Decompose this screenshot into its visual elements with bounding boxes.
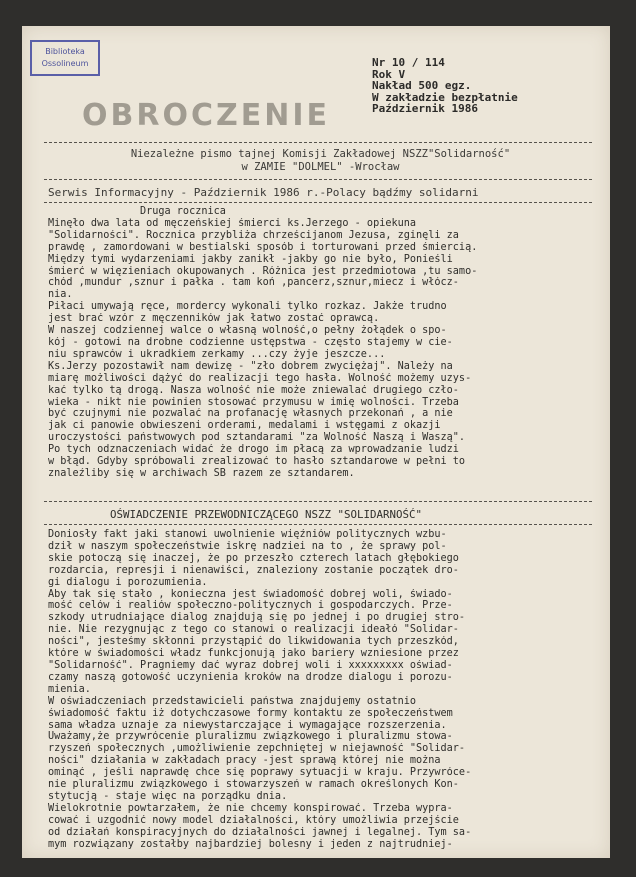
text-line: Ks.Jerzy pozostawił nam dewizę - "zło dobrem zwyciężaj". Należy na [48,360,453,372]
text-line: rzyszeń społecznych ,umożliwienie zepchniętej w niejawność "Solidar- [48,743,466,755]
text-line: dził w naszym społeczeństwie iskrę nadziei na to , że sprawy pol- [48,540,447,552]
divider-rule [44,202,592,203]
text-line: w błąd. Gdyby spróbowali zrealizować to hasło sztandarowe w pełni to [48,456,466,468]
publisher-line [48,148,593,174]
text-line: być czujnymi nie pozwalać na profanację własnych przekonań , a nie [48,408,453,420]
text-line: Aby tak się stało , konieczna jest świadomość dobrej woli, świado- [48,588,453,600]
text-line: wieka - nikt nie powinien stosować przymusu w imię wolności. Trzeba [48,396,459,408]
library-stamp [30,40,100,76]
text-line: mym rozwiązany zostałby najbardziej bolesny i jeden z najtrudniej- [48,838,453,850]
text-line: gi dialogu i porozumienia. [48,576,208,588]
text-line: Doniosły fakt jaki stanowi uwolnienie więźniów politycznych wzbu- [48,529,447,540]
divider-rule [44,501,592,502]
text-line: świadomość faktu iż dotychczasowe formy kontaktu ze społeczeństwem [48,707,453,719]
text-line: prawdę , zamordowani w bestialski sposób i torturowani przed śmiercią. [48,241,478,253]
print-run: Nakład 500 egz. [372,79,472,93]
publisher-line-2: w ZAMIE "DOLMEL" -Wrocław [241,161,400,173]
text-line: "Solidarności". Rocznica przybliża chrześcijanom Jezusa, zginęli za [48,229,459,241]
text-line: ominąć , jeśli naprawdę chce się poprawy sytuacji w kraju. Przywróce- [48,767,472,779]
text-line: szkody utrudniające dialog znajdują się po jednej i po drugiej stro- [48,612,466,624]
text-line: czamy naszą gotowość uczynienia kroków na drodze dialogu i porozu- [48,671,453,683]
stamp-line-1: Biblioteka [45,47,85,56]
stamp-line-2: Ossolineum [41,59,89,68]
masthead-title: OBROCZENIE [82,98,330,133]
text-line: kój - gotowi na drobne codzienne ustępstwa - często stajemy w cie- [48,336,453,348]
issue-number: Nr 10 / 114 [372,56,445,69]
text-line: chód ,mundur ,sznur i pałka . tam koń ,pancerz,sznur,miecz i włócz- [48,277,459,289]
publisher-line-1: Niezależne pismo tajnej Komisji Zakładowej NSZZ"Solidarność" [130,148,511,160]
text-line: nie. Nie rezygnując z tego co stanowi o realizacji ideałó "Solidar- [48,624,459,636]
text-line: które w świadomości władz funkcjonują jako bariery wzniesione przez [48,648,459,660]
text-line: jest brać wzór z męczenników jak łatwo zostać oprawcą. [48,313,380,325]
text-line: znaleźliby się w archiwach SB razem ze sztandarem. [48,467,355,479]
text-line: sama władza uznaje za niewystarczające i wymagające rozszerzenia. [48,719,447,731]
issue-date: Październik 1986 [372,102,478,116]
text-line: śmierć w więzieniach okupowanych . Różnica jest przedmiotowa ,tu samo- [48,265,478,277]
text-line: niu sprawców i ukradkiem zerkamy ...czy żyje jeszcze... [48,348,386,360]
text-line: stytucją - staje więc na porządku dnia. [48,790,288,802]
distribution-note: W zakładzie bezpłatnie [372,90,518,104]
text-line: kać tylko tą drogą. Nasza wolność nie może zniewalać drugiego czło- [48,384,459,396]
text-line: W oświadczeniach przedstawicieli państwa znajdujemy ostatnio [48,695,417,707]
bulletin-line: Serwis Informacyjny - Październik 1986 r.-Polacy bądźmy solidarni [48,186,479,199]
text-line: cować i uzgodnić nowy model działalności, który umożliwia przejście [48,814,459,826]
text-line: skie potoczą się inaczej, że po przeszło czterech latach głębokiego [48,552,459,564]
issue-info [372,57,592,115]
document-page [22,26,610,858]
divider-rule [44,142,592,143]
text-line: jak ci panowie obwieszeni orderami, medalami i wstęgami z okazji [48,420,441,432]
text-line: W naszej codziennej walce o własną wolność,o pełny żołądek o spo- [48,325,447,337]
text-line: od działań konspiracyjnych do działalności jawnej i legalnej. Tym sa- [48,826,472,838]
text-line: uroczystości państwowych pod sztandarami "za Wolność Naszą i Waszą". [48,432,466,444]
text-line: Między tymi wydarzeniami jakby zanikł -jakby go nie było, Ponieśli [48,253,453,265]
text-line: nie pluralizmu związkowego i stowarzyszeń w ramach określonych Kon- [48,779,459,791]
article-heading: Druga rocznica [140,206,226,217]
issue-year: Rok V [372,67,406,81]
text-line: mienia. [48,683,91,695]
text-line: ności", jesteśmy skłonni przystąpić do likwidowania tych przeszkód, [48,636,459,648]
text-line: Po tych odznaczeniach widać że drogo im płacą za wprowadzanie ludzi [48,444,459,456]
text-line: ności" działania w zakładach pracy -jest sprawą której nie można [48,755,441,767]
text-line: Piłaci umywają ręce, mordercy wykonali tylko rozkaz. Jakże trudno [48,301,447,313]
divider-rule [44,524,592,525]
divider-rule [44,179,592,180]
text-line: miarę możliwości dążyć do realizacji tego hasła. Wolność możemy uzys- [48,372,472,384]
text-line: "Solidarność". Pragniemy dać wyraz dobrej woli i xxxxxxxxx oświad- [48,659,453,671]
text-line: nia. [48,289,73,301]
text-line: rozdarcia, represji i nienawiści, znaleziony zostanie początek dro- [48,564,459,576]
text-line: Minęło dwa lata od męczeńskiej śmierci ks.Jerzego - opiekuna [48,217,417,229]
statement-title: OŚWIADCZENIE PRZEWODNICZĄCEGO NSZZ "SOLIDARNOŚĆ" [110,508,423,521]
text-line: Uważamy,że przywrócenie pluralizmu związkowego i pluralizmu stowa- [48,731,453,743]
text-line: Wielokrotnie powtarzałem, że nie chcemy konspirować. Trzeba wypra- [48,802,453,814]
text-line: mość celów i realiów społeczno-politycznych i gospodarczych. Prze- [48,600,453,612]
article-anniversary [48,206,596,480]
article-statement [48,529,596,850]
